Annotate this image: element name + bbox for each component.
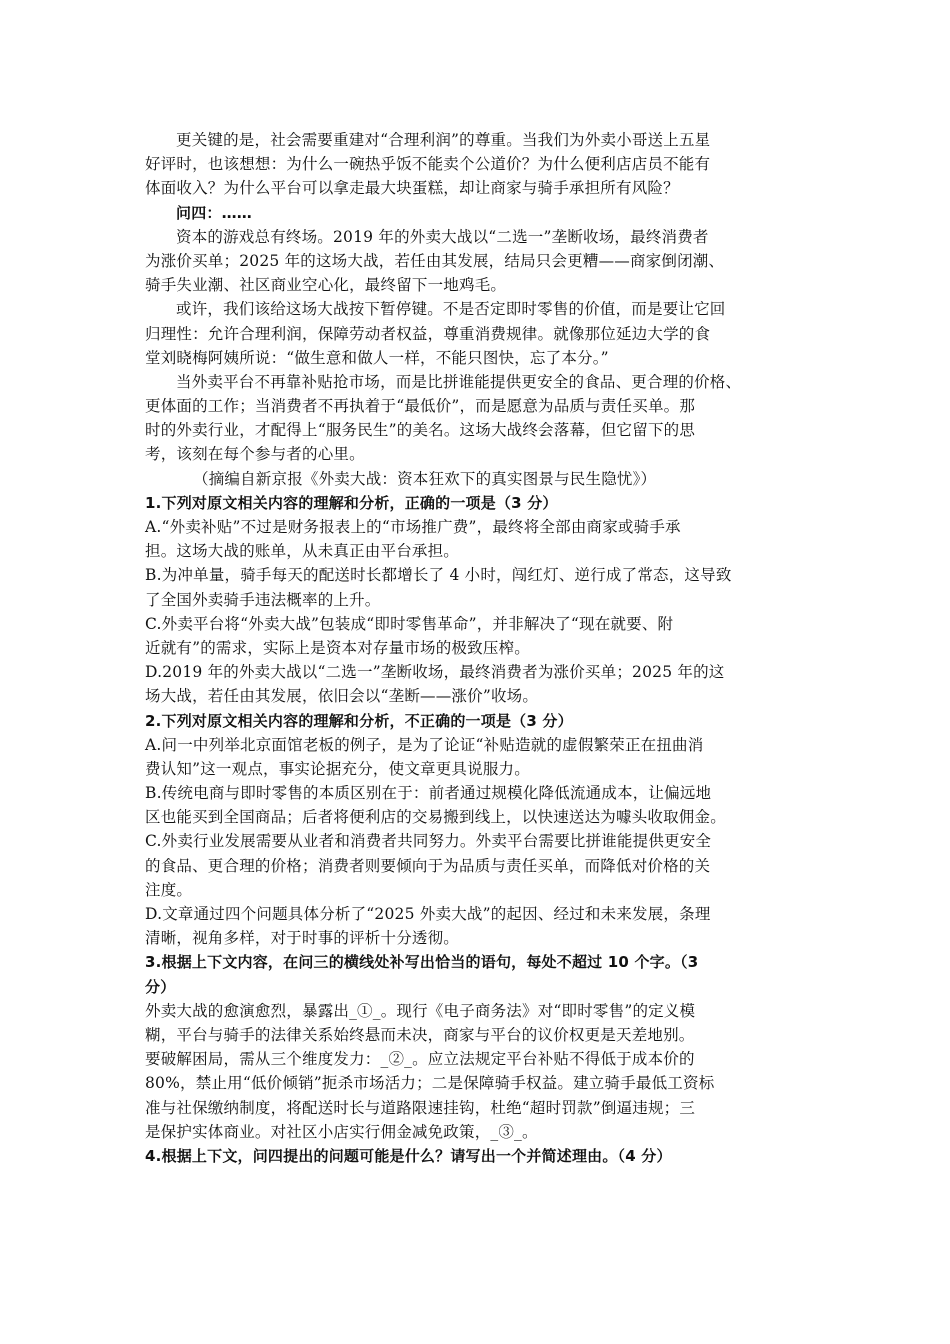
text-line: 担。这场大战的账单，从未真正由平台承担。 (145, 542, 460, 561)
question-heading: 分） (145, 977, 176, 996)
text-line: 场大战，若任由其发展，依旧会以“垄断——涨价”收场。 (145, 687, 539, 706)
text-line: A.问一中列举北京面馆老板的例子，是为了论证“补贴造就的虚假繁荣正在扭曲消 (145, 735, 704, 754)
text-line: 区也能买到全国商品；后者将便利店的交易搬到线上，以快速送达为噱头收取佣金。 (145, 808, 726, 827)
text-line: 的食品、更合理的价格；消费者则要倾向于为品质与责任买单，而降低对价格的关 (145, 856, 711, 875)
text-line: C.外卖行业发展需要从业者和消费者共同努力。外卖平台需要比拼谁能提供更安全 (145, 832, 712, 851)
text-line: D.文章通过四个问题具体分析了“2025 外卖大战”的起因、经过和未来发展，条理 (145, 905, 711, 923)
text-line: 或许，我们该给这场大战按下暂停键。不是否定即时零售的价值，而是要让它回 (176, 300, 726, 319)
text-line: 近就有”的需求，实际上是资本对存量市场的极致压榨。 (145, 638, 530, 657)
text-line: 更体面的工作；当消费者不再执着于“最低价”，而是愿意为品质与责任买单。那 (145, 397, 696, 416)
text-line: D.2019 年的外卖大战以“二选一”垄断收场，最终消费者为涨价买单；2025 年的这 (145, 663, 725, 682)
text-line: 要破解困局，需从三个维度发力：_②_。应立法规定平台补贴不得低于成本价的 (145, 1050, 695, 1069)
text-line: 考，该刻在每个参与者的心里。 (145, 445, 365, 464)
text-line: 费认知”这一观点，事实论据充分，使文章更具说服力。 (145, 759, 530, 778)
text-line: 时的外卖行业，才配得上“服务民生”的美名。这场大战终会落幕，但它留下的思 (145, 421, 696, 440)
text-line: 体面收入？为什么平台可以拿走最大块蛋糕，却让商家与骑手承担所有风险？ (145, 179, 679, 198)
text-line: 为涨价买单；2025 年的这场大战，若任由其发展，结局只会更糟——商家倒闭潮、 (145, 251, 725, 270)
text-line: 堂刘晓梅阿姨所说：“做生意和做人一样，不能只图快，忘了本分。” (145, 348, 609, 367)
text-line: （摘编自新京报《外卖大战：资本狂欢下的真实图景与民生隐忧》） (193, 469, 657, 488)
text-line: 好评时，也该想想：为什么一碗热乎饭不能卖个公道价？为什么便利店店员不能有 (145, 155, 711, 174)
text-line: C.外卖平台将“外卖大战”包装成“即时零售革命”，并非解决了“现在就要、附 (145, 614, 674, 633)
text-line: 了全国外卖骑手违法概率的上升。 (145, 590, 381, 609)
text-line: 资本的游戏总有终场。2019 年的外卖大战以“二选一”垄断收场，最终消费者 (176, 227, 709, 246)
text-line: 更关键的是，社会需要重建对“合理利润”的尊重。当我们为外卖小哥送上五星 (176, 131, 711, 149)
question-heading: 2.下列对原文相关内容的理解和分析，不正确的一项是（3 分） (145, 711, 573, 730)
text-line: 当外卖平台不再靠补贴抢市场，而是比拼谁能提供更安全的食品、更合理的价格、 (176, 372, 742, 391)
question-heading: 3.根据上下文内容，在问三的横线处补写出恰当的语句，每处不超过 10 个字。（3 (145, 953, 699, 972)
text-line: B.传统电商与即时零售的本质区别在于：前者通过规模化降低流通成本，让偏远地 (145, 784, 712, 803)
question-heading: 1.下列对原文相关内容的理解和分析，正确的一项是（3 分） (145, 493, 558, 512)
text-line: A.“外卖补贴”不过是财务报表上的“市场推广费”，最终将全部由商家或骑手承 (145, 518, 681, 536)
text-line: 归理性：允许合理利润，保障劳动者权益，尊重消费规律。就像那位延边大学的食 (145, 324, 711, 343)
text-line: 骑手失业潮、社区商业空心化，最终留下一地鸡毛。 (145, 276, 507, 295)
question-heading: 4.根据上下文，问四提出的问题可能是什么？请写出一个并简述理由。（4 分） (145, 1146, 672, 1165)
text-line: 是保护实体商业。对社区小店实行佣金减免政策，_③_。 (145, 1122, 538, 1141)
text-line: 注度。 (145, 880, 193, 899)
text-line: 外卖大战的愈演愈烈，暴露出_①_。现行《电子商务法》对“即时零售”的定义模 (145, 1001, 696, 1020)
text-line: 糊，平台与骑手的法律关系始终悬而未决，商家与平台的议价权更是天差地别。 (145, 1025, 695, 1044)
text-line: 清晰，视角多样，对于时事的评析十分透彻。 (145, 929, 460, 948)
question-heading: 问四：…… (176, 203, 253, 222)
text-line: 准与社保缴纳制度，将配送时长与道路限速挂钩，杜绝“超时罚款”倒逼违规；三 (145, 1098, 696, 1117)
text-line: 80%，禁止用“低价倾销”扼杀市场活力；二是保障骑手权益。建立骑手最低工资标 (145, 1074, 715, 1093)
text-line: B.为冲单量，骑手每天的配送时长都增长了 4 小时，闯红灯、逆行成了常态，这导致 (145, 566, 732, 585)
document-page (145, 128, 820, 1168)
